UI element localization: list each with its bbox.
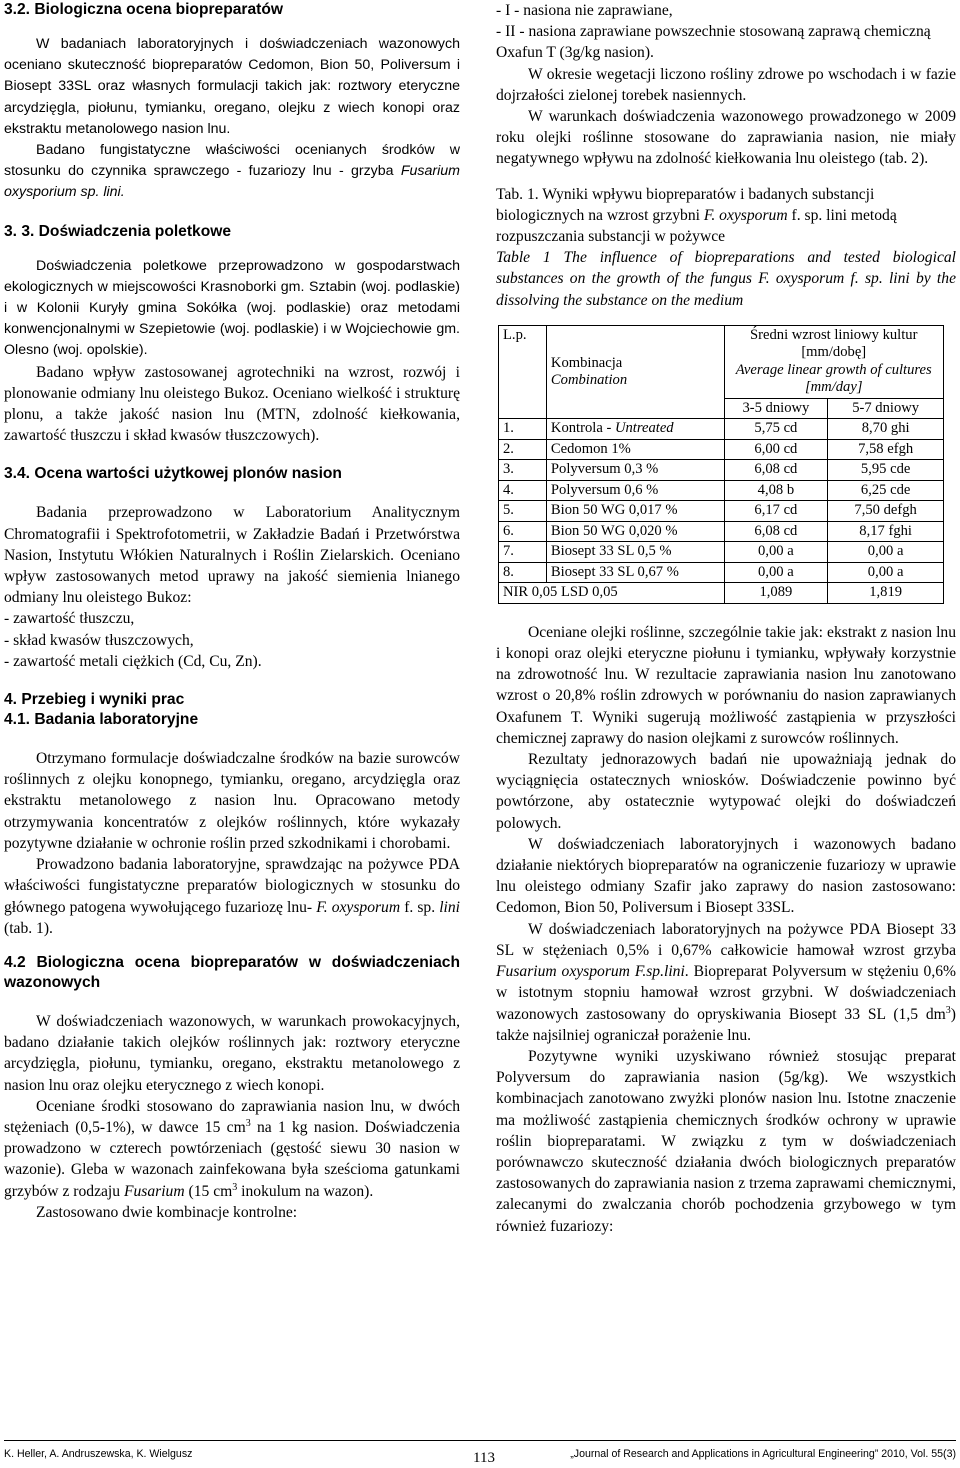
section-4-2-para-3: Zastosowano dwie kombinacje kontrolne: <box>36 1203 298 1221</box>
section-3-4-title: 3.4. Ocena wartości użytkowej plonów nasion <box>4 465 342 483</box>
page-number: 113 <box>473 1450 495 1466</box>
right-para-3: Oceniane olejki roślinne, szczególnie takie jak: ekstrakt z nasion lnu i konopi oraz olejki eteryczne piołunu i tymianku, wpływały korzystnie na zdrowotność lnu. W rezultacie zaprawiania nasion lnu zanotowano wzrost o 20,8% roślin zdrowych w porównaniu do nasion zaprawianych Oxafunem T. Wyniki sugerują możliwość zastąpienia w przyszłości chemicznej zaprawy do nasion olejkami z surowców roślinnych. <box>496 623 956 747</box>
section-4-1-para-1: Otrzymano formulacje doświadczalne środków na bazie surowców roślinnych z olejku konopnego, tymianku, oregano, arcydzięgla oraz ekstraktu metanolowego z nasion lnu. Opracowano metody otrzymywania koncentratów z olejków roślinnych, które wykazały pozytywne działanie w ochronie roślin przed szkodnikami i chorobami. <box>4 750 460 852</box>
section-4-2-para-2: Oceniane środki stosowano do zaprawiania nasion lnu, w dwóch stężeniach (0,5-1%), w dawce 15 $cm^3$ na 1 kg nasion. Doświadczenia prowadzono w czterech powtórzeniach (gęstość siewu 30 nasion w wazonie). Gleba w wazonach zainfekowana była sześcioma gatunkami grzybów z rodzaju Fusarium (15 $cm^3$ inokulum na wazon). <box>4 1097 460 1200</box>
table-row: 2. Cedomon 1% 6,00 cd 7,58 efgh <box>499 439 944 460</box>
table-caption-pl: Tab. 1. Wyniki wpływu biopreparatów i badanych substancji biologicznych na wzrost grzybni F. oxysporum f. sp. lini metodą rozpuszczania substancji w pożywce <box>496 185 897 246</box>
page-footer <box>4 1440 956 1466</box>
section-4-2-para-1: W doświadczeniach wazonowych, w warunkach prowokacyjnych, badano działanie takich olejków roślinnych jak: roztwory eteryczne arcydzięgla, piołunu, tymianku, oregano, ekstraktu metanolowego z nasion lnu oraz olejku eterycznego z wiech konopi. <box>4 1012 460 1094</box>
results-table <box>498 325 944 604</box>
section-4-title: 4. Przebieg i wyniki prac <box>4 691 185 709</box>
table-row: 6. Bion 50 WG 0,020 % 6,08 cd 8,17 fghi <box>499 521 944 542</box>
list-item: - skład kwasów tłuszczowych, <box>4 631 194 649</box>
section-3-3-title: 3. 3. Doświadczenia poletkowe <box>4 222 232 240</box>
section-3-2-title: 3.2. Biologiczna ocena biopreparatów <box>4 1 284 18</box>
header-lp: L.p. <box>499 325 547 419</box>
footer-journal: „Journal of Research and Applications in Agricultural Engineering” 2010, Vol. 55(3) <box>570 1448 956 1460</box>
table-row: 1. Kontrola - Untreated 5,75 cd 8,70 ghi <box>499 419 944 440</box>
table-caption-en: Table 1 The influence of biopreparations and tested biological substances on the growth of the fungus F. oxysporum f. sp. lini by the dissolving the substance on the medium <box>496 249 956 309</box>
right-para-2: W warunkach doświadczenia wazonowego prowadzonego w 2009 roku olejki roślinne stosowane do zaprawiania nasion, nie miały negatywnego wpływu na zdolność kiełkowania lnu oleistego (tab. 2). <box>496 108 956 168</box>
header-growth: Średni wzrost liniowy kultur [mm/dobę] Average linear growth of cultures [mm/day] <box>724 325 944 398</box>
section-3-2-para-1: W badaniach laboratoryjnych i doświadczeniach wazonowych oceniano skuteczność biopreparatów Cedomon, Bion 50, Poliversum i Biosept 33SL oraz własnych formulacji takich jak: roztwory eteryczne arcydzięgla, piołunu, tymianku, oregano, olejku z wiech konopi oraz ekstraktu metanolowego nasion lnu. <box>4 36 460 137</box>
header-combination: Kombinacja Combination <box>546 325 724 419</box>
table-row: 3. Polyversum 0,3 % 6,08 cd 5,95 cde <box>499 460 944 481</box>
footer-authors: K. Heller, A. Andruszewska, K. Wielgusz <box>4 1448 193 1460</box>
table-row: 4. Polyversum 0,6 % 4,08 b 6,25 cde <box>499 480 944 501</box>
right-para-4: Rezultaty jednorazowych badań nie upoważniają jednak do wyciągnięcia ostatecznych wniosków. Doświadczenie powinno być powtórzone, aby ostatecznie wytypować olejki do doświadczeń polowych. <box>496 751 956 832</box>
right-para-7: Pozytywne wyniki uzyskiwano również stosując preparat Polyversum do zaprawiania nasion (5g/kg). We wszystkich kombinacjach zanotowano zwyżki plonów nasion lnu. Istotne znaczenie ma możliwość zastąpienia chemicznych środków ochrony w uprawie roślin biopreparatami. W związku z tym w doświadczeniach porównawczo skuteczność działania dwóch biologicznych preparatów zastosowanych do zaprawiania nasion z trzema zaprawami chemicznymi, zalecanymi do zwalczania chorób pochodzenia grzybowego w tym również fuzariozy: <box>496 1047 956 1235</box>
header-days-1: 3-5 dniowy <box>724 398 828 419</box>
table-row: 8. Biosept 33 SL 0,67 % 0,00 a 0,00 a <box>499 562 944 583</box>
left-column <box>4 0 460 1223</box>
right-para-1: W okresie wegetacji liczono rośliny zdrowe po wschodach i w fazie dojrzałości zielonej torebek nasiennych. <box>496 65 956 104</box>
section-4-1-title: 4.1. Badania laboratoryjne <box>4 711 199 729</box>
list-item: - zawartość tłuszczu, <box>4 610 135 628</box>
right-column <box>496 0 956 1237</box>
list-item: - zawartość metali ciężkich (Cd, Cu, Zn). <box>4 652 262 670</box>
table-row-nir: NIR 0,05 LSD 0,05 1,089 1,819 <box>499 583 944 604</box>
table-row: 5. Bion 50 WG 0,017 % 6,17 cd 7,50 defgh <box>499 501 944 522</box>
right-para-6: W doświadczeniach laboratoryjnych na pożywce PDA Biosept 33 SL w stężeniach 0,5% i 0,67% całkowicie hamował wzrost grzyba Fusarium oxysporum F.sp.lini. Biopreparat Polyversum w stężeniu 0,6% w istotnym stopniu hamował wzrost grzybni. W doświadczeniach wazonowych zastosowany do opryskiwania Biosept 33 SL (1,5 $dm^3$) także najsilniej ograniczał porażenie lnu. <box>496 920 956 1044</box>
table-row: 7. Biosept 33 SL 0,5 % 0,00 a 0,00 a <box>499 542 944 563</box>
list-item: - II - nasiona zaprawiane powszechnie stosowaną zaprawą chemiczną Oxafun T (3g/kg nasion). <box>496 23 931 62</box>
section-3-4-list <box>4 608 460 672</box>
control-list <box>496 0 956 64</box>
header-days-2: 5-7 dniowy <box>828 398 944 419</box>
section-3-3-para-2: Badano wpływ zastosowanej agrotechniki na wzrost, rozwój i plonowanie odmiany lnu oleistego Bukoz. Oceniano wielkość i strukturę plonu, a także jakość nasion lnu (MTN, zdolność kiełkowania, zawartość tłuszczu i skład kwasów tłuszczowych). <box>4 363 460 445</box>
section-3-2-para-2: Badano fungistatyczne właściwości ocenianych środków w stosunku do czynnika sprawczego - fuzariozy lnu - grzyba Fusarium oxysporium sp. lini. <box>4 142 460 201</box>
section-3-3-para-1: Doświadczenia poletkowe przeprowadzono w gospodarstwach ekologicznych w miejscowości Krasnoborki gm. Sztabin (woj. podlaskie) i w Kolonii Kuryły gmina Sokółka (woj. podlaskie) oraz metodami konwencjonalnymi w Szepietowie (woj. podlaskie) i w Wojciechowie gm. Olesno (woj. opolskie). <box>4 257 460 359</box>
right-para-5: W doświadczeniach laboratoryjnych i wazonowych badano działanie niektórych biopreparatów na ograniczenie fuzariozy w uprawie lnu oleistego odmiany Szafir jako zaprawy do nasion zastosowano: Cedomon, Bion 50, Poliversum i Biosept 33SL. <box>496 835 956 917</box>
section-3-4-para-1: Badania przeprowadzono w Laboratorium Analitycznym Chromatografii i Spektrofotometrii, w Zakładzie Badań i Przetwórstwa Nasion, Instytutu Włókien Naturalnych i Roślin Zielarskich. Oceniano wpływ zastosowanych metod uprawy na jakość siemienia lnianego odmiany lnu oleistego Bukoz: <box>4 504 460 607</box>
footer-rule <box>4 1440 956 1441</box>
section-4-2-title: 4.2 Biologiczna ocena biopreparatów w doświadczeniach wazonowych <box>4 953 460 991</box>
section-4-1-para-2: Prowadzono badania laboratoryjne, sprawdzając na pożywce PDA właściwości fungistatyczne preparatów biologicznych w stosunku do głównego patogena wywołującego fuzariozę lnu- F. oxysporum f. sp. lini (tab. 1). <box>4 856 460 937</box>
list-item: - I - nasiona nie zaprawiane, <box>496 2 673 19</box>
